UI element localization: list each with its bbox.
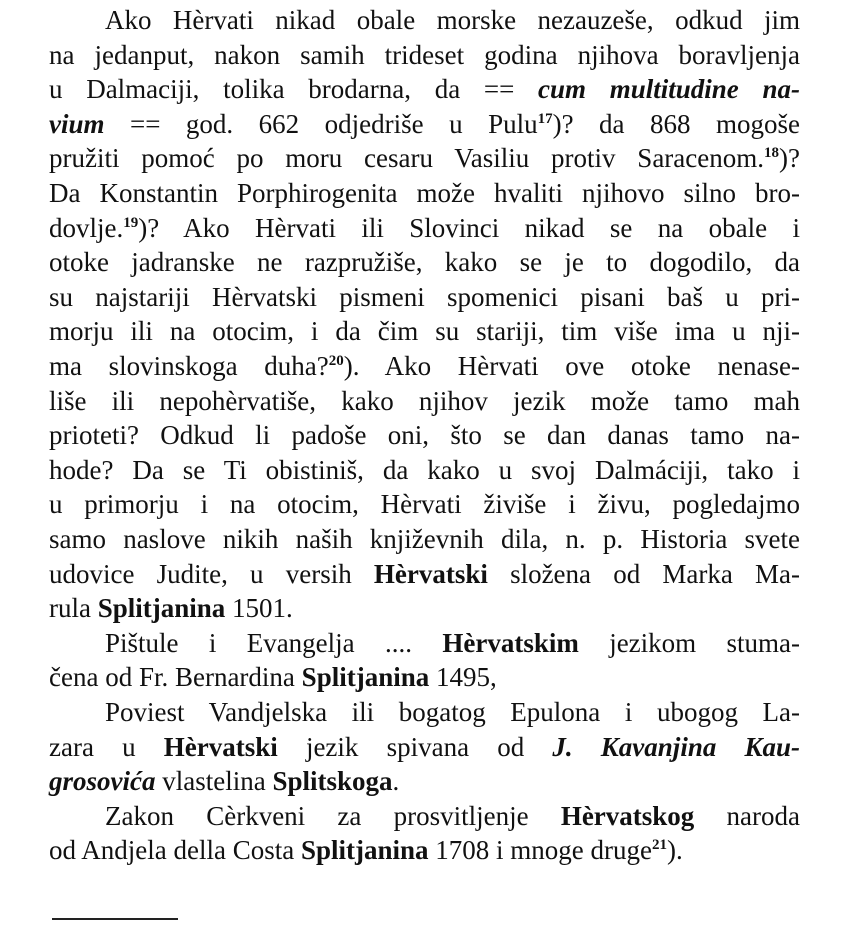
- emphasis-text: J. Kavanjina Kau-: [552, 731, 801, 762]
- text-segment: ). Ako Hèrvati ove otoke nenase-: [343, 351, 800, 381]
- text-line: [49, 764, 800, 798]
- text-segment: 1708 i mnoge druge: [428, 835, 652, 866]
- text-line: [49, 280, 800, 314]
- text-line: [49, 176, 800, 210]
- emphasis-text: Splitjanina: [97, 593, 226, 624]
- text-segment: složena od Marka Ma-: [487, 558, 800, 589]
- text-line: [49, 245, 800, 279]
- text-segment: vlastelina: [155, 766, 273, 797]
- footnote-ref: 17: [537, 110, 553, 127]
- text-segment: liše ili nepohèrvatiše, kako njihov jezik može tamo mah: [49, 385, 800, 416]
- text-line: [49, 557, 800, 591]
- text-segment: rula: [49, 593, 98, 624]
- text-segment: jezik spivana od: [277, 731, 553, 762]
- text-line: [105, 3, 800, 37]
- text-line: [49, 349, 800, 383]
- footnote-ref: 19: [123, 214, 139, 231]
- text-segment: )? da 868 mogoše: [552, 108, 800, 139]
- text-segment: pružiti pomoć po moru cesaru Vasiliu protiv Saracenom.: [49, 143, 765, 174]
- text-segment: 1495,: [429, 662, 497, 693]
- text-line: [49, 730, 800, 764]
- text-segment: od Andjela della Costa: [49, 835, 301, 866]
- text-line: [49, 660, 800, 694]
- emphasis-text: Hèrvatski: [163, 731, 278, 762]
- text-segment: u primorju i na otocim, Hèrvati živiše i živu, pogledajmo: [49, 489, 800, 520]
- text-segment: otoke jadranske ne razpružiše, kako se je to dogodilo, da: [49, 247, 800, 278]
- text-line: [49, 314, 800, 348]
- emphasis-text: Splitjanina: [300, 835, 429, 866]
- emphasis-text: vium: [49, 108, 105, 139]
- text-segment: Pištule i Evangelja ....: [105, 627, 443, 658]
- text-segment: jezikom stuma-: [578, 627, 800, 658]
- text-segment: hode? Da se Ti obistiniš, da kako u svoj Dalmáciji, tako i: [49, 454, 800, 485]
- text-segment: )? Ako Hèrvati ili Slovinci nikad se na obale i: [138, 212, 800, 243]
- text-line: [105, 626, 800, 660]
- text-segment: 1501.: [225, 593, 293, 624]
- text-line: [105, 799, 800, 833]
- emphasis-text: grosovića: [49, 766, 156, 797]
- footnote-rule: [52, 918, 178, 920]
- text-segment: prioteti? Odkud li padoše oni, što se dan danas tamo na-: [49, 420, 800, 451]
- footnote-ref: 18: [764, 145, 780, 162]
- text-line: [49, 591, 800, 625]
- text-segment: ma slovinskoga duha?: [49, 351, 329, 381]
- text-segment: Ako Hèrvati nikad obale morske nezauzeše, odkud jim: [105, 5, 800, 35]
- text-segment: su najstariji Hèrvatski pismeni spomenici pisani baš u pri-: [49, 281, 800, 312]
- text-segment: )?: [779, 143, 800, 174]
- footnote-ref: 20: [328, 353, 344, 369]
- text-line: [49, 72, 800, 106]
- text-segment: morju ili na otocim, i da čim su stariji, tim više ima u nji-: [49, 316, 800, 347]
- text-segment: na jedanput, nakon samih trideset godina njihova boravljenja: [49, 39, 800, 70]
- text-line: [49, 522, 800, 556]
- text-segment: čena od Fr. Bernardina: [49, 662, 302, 693]
- text-segment: Poviest Vandjelska ili bogatog Epulona i ubogog La-: [105, 697, 800, 727]
- text-line: [49, 38, 800, 72]
- text-line: [49, 418, 800, 452]
- emphasis-text: Hèrvatskog: [560, 800, 695, 831]
- text-segment: .: [392, 766, 400, 797]
- text-segment: samo naslove nikih naših književnih dila, n. p. Historia svete: [49, 524, 800, 554]
- emphasis-text: Splitskoga: [272, 766, 393, 797]
- text-segment: Zakon Cèrkveni za prosvitljenje: [105, 800, 561, 831]
- emphasis-text: cum multitudine na-: [538, 74, 800, 105]
- text-line: [49, 384, 800, 418]
- text-segment: Da Konstantin Porphirogenita može hvaliti njihovo silno bro-: [49, 178, 800, 208]
- text-segment: dovlje.: [49, 212, 124, 243]
- text-segment: zara u: [49, 731, 164, 762]
- text-line: [49, 833, 800, 867]
- text-segment: naroda: [694, 800, 800, 831]
- emphasis-text: Splitjanina: [301, 662, 430, 693]
- text-line: [105, 695, 800, 729]
- emphasis-text: Hèrvatski: [373, 558, 488, 589]
- text-line: [49, 453, 800, 487]
- text-line: [49, 211, 800, 245]
- text-line: [49, 487, 800, 521]
- emphasis-text: Hèrvatskim: [442, 627, 579, 658]
- text-line: [49, 107, 800, 141]
- text-segment: == god. 662 odjedriše u Pulu: [104, 108, 538, 139]
- text-segment: u Dalmaciji, tolika brodarna, da ==: [49, 74, 539, 105]
- text-segment: udovice Judite, u versih: [49, 558, 374, 589]
- footnote-ref: 21: [651, 837, 667, 854]
- text-segment: ).: [666, 835, 683, 866]
- text-line: [49, 141, 800, 175]
